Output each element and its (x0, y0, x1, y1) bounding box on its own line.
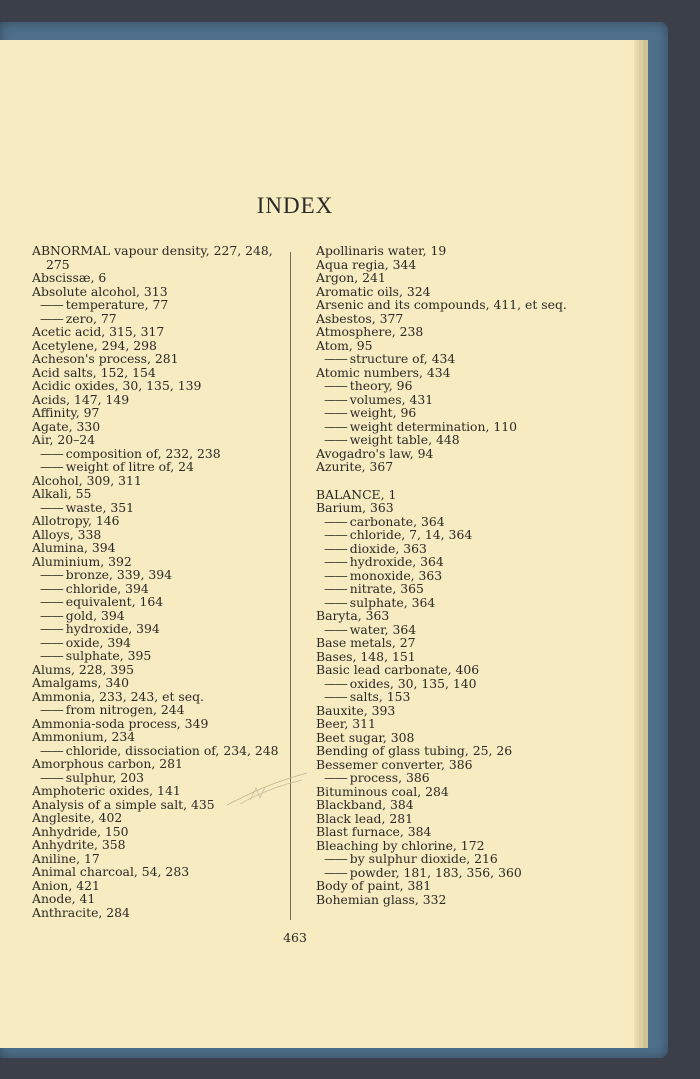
index-subentry: —— equivalent, 164 (32, 595, 294, 609)
index-entry: Aqua regia, 344 (316, 256, 417, 272)
index-entry: Abscissæ, 6 (32, 270, 107, 285)
index-entry: Analysis of a simple salt, 435 (32, 796, 215, 812)
index-entry: Acetic acid, 315, 317 (32, 324, 165, 339)
index-entry: Bending of glass tubing, 25, 26 (316, 743, 513, 758)
index-entry: Avogadro's law, 94 (316, 445, 434, 461)
index-entry: Baryta, 363 (316, 608, 390, 623)
index-entry: Affinity, 97 (32, 405, 100, 420)
index-entry: Anion, 421 (32, 877, 100, 893)
index-entry: Blast furnace, 384 (316, 824, 432, 839)
index-subentry: —— composition of, 232, 238 (32, 447, 294, 461)
index-entry: Acidic oxides, 30, 135, 139 (32, 378, 202, 393)
page-title: INDEX (256, 193, 334, 218)
index-entry: Alcohol, 309, 311 (32, 472, 142, 488)
index-entry: Apollinaris water, 19 (316, 243, 447, 258)
index-entry: Azurite, 367 (316, 459, 394, 474)
index-entry: Agate, 330 (32, 418, 101, 434)
index-subentry: —— chloride, dissociation of, 234, 248 (32, 744, 294, 758)
index-subentry: —— temperature, 77 (32, 298, 294, 312)
index-entry: Arsenic and its compounds, 411, et seq. (316, 297, 567, 312)
index-column-right (316, 244, 578, 906)
index-subentry: —— sulphur, 203 (32, 771, 294, 785)
index-entry: Blackband, 384 (316, 797, 414, 812)
index-entry: BALANCE, 1 (316, 486, 397, 502)
index-entry: Anode, 41 (32, 891, 96, 906)
index-column-left (32, 244, 294, 919)
index-subentry: —— water, 364 (316, 623, 578, 637)
index-subentry: —— salts, 153 (316, 690, 578, 704)
index-subentry: —— chloride, 394 (32, 582, 294, 596)
index-entry: Animal charcoal, 54, 283 (32, 864, 190, 879)
index-entry: Base metals, 27 (316, 635, 416, 650)
index-entry: Bases, 148, 151 (316, 648, 416, 664)
index-entry: Argon, 241 (316, 270, 386, 285)
index-subentry: —— powder, 181, 183, 356, 360 (316, 866, 578, 880)
index-entry: Aromatic oils, 324 (316, 283, 431, 299)
pencil-mark (222, 770, 312, 810)
index-entry: Amalgams, 340 (32, 675, 130, 690)
index-subentry: —— nitrate, 365 (316, 582, 578, 596)
index-subentry: —— oxide, 394 (32, 636, 294, 650)
index-entry: Amphoteric oxides, 141 (32, 783, 181, 798)
index-entry: Bituminous coal, 284 (316, 783, 449, 799)
index-entry: Alums, 228, 395 (32, 661, 135, 677)
index-entry: Ammonium, 234 (32, 729, 136, 744)
index-entry: Amorphous carbon, 281 (32, 756, 183, 771)
index-subentry: —— carbonate, 364 (316, 515, 578, 529)
index-entry: Asbestos, 377 (316, 310, 404, 326)
index-entry: Allotropy, 146 (32, 513, 120, 528)
index-entry: Basic lead carbonate, 406 (316, 662, 480, 677)
index-entry: Aluminium, 392 (32, 553, 132, 569)
index-subentry: —— from nitrogen, 244 (32, 703, 294, 717)
index-subentry: —— hydroxide, 364 (316, 555, 578, 569)
index-entry: Acid salts, 152, 154 (32, 364, 156, 380)
index-entry: Anhydride, 150 (32, 823, 129, 839)
index-subentry: —— zero, 77 (32, 312, 294, 326)
index-entry: Atomic numbers, 434 (316, 364, 451, 380)
index-subentry: —— monoxide, 363 (316, 569, 578, 583)
index-entry: Anthracite, 284 (32, 904, 130, 920)
index-subentry: —— sulphate, 364 (316, 596, 578, 610)
index-entry: Black lead, 281 (316, 810, 413, 826)
index-subentry: —— bronze, 339, 394 (32, 568, 294, 582)
index-entry: Beet sugar, 308 (316, 729, 415, 745)
index-entry: Bauxite, 393 (316, 702, 396, 718)
index-entry: Body of paint, 381 (316, 878, 432, 893)
index-subentry: —— theory, 96 (316, 379, 578, 393)
index-subentry: —— hydroxide, 394 (32, 622, 294, 636)
index-entry: Acids, 147, 149 (32, 391, 130, 407)
page-number: 463 (283, 930, 307, 945)
column-divider (290, 252, 291, 920)
index-subentry: —— weight determination, 110 (316, 420, 578, 434)
index-entry: Ammonia-soda process, 349 (32, 715, 209, 731)
index-entry: Acheson's process, 281 (32, 351, 179, 366)
index-subentry: —— weight, 96 (316, 406, 578, 420)
index-subentry: —— gold, 394 (32, 609, 294, 623)
index-entry: Bleaching by chlorine, 172 (316, 837, 485, 853)
index-subentry: —— process, 386 (316, 771, 578, 785)
index-entry: Ammonia, 233, 243, et seq. (32, 688, 204, 704)
index-subentry: —— chloride, 7, 14, 364 (316, 528, 578, 542)
index-entry: Bohemian glass, 332 (316, 891, 447, 907)
index-entry: Atom, 95 (316, 337, 373, 353)
index-subentry: —— dioxide, 363 (316, 542, 578, 556)
index-entry: Anhydrite, 358 (32, 837, 126, 852)
index-entry: ABNORMAL vapour density, 227, 248, 275 (32, 243, 273, 272)
index-subentry: —— sulphate, 395 (32, 649, 294, 663)
index-subentry: —— volumes, 431 (316, 393, 578, 407)
index-subentry: —— weight of litre of, 24 (32, 460, 294, 474)
index-entry: Alkali, 55 (32, 486, 92, 501)
index-subentry: —— structure of, 434 (316, 352, 578, 366)
index-entry: Aniline, 17 (32, 850, 100, 866)
index-entry: Air, 20–24 (32, 432, 96, 447)
index-entry: Atmosphere, 238 (316, 324, 424, 339)
index-entry: Alumina, 394 (32, 540, 116, 555)
index-entry: Absolute alcohol, 313 (32, 283, 168, 299)
index-entry: Bessemer converter, 386 (316, 756, 473, 772)
index-subentry: —— by sulphur dioxide, 216 (316, 852, 578, 866)
index-entry: Barium, 363 (316, 500, 394, 515)
index-subentry: —— oxides, 30, 135, 140 (316, 677, 578, 691)
index-entry: Anglesite, 402 (32, 810, 123, 825)
index-entry: Alloys, 338 (32, 526, 102, 542)
index-entry: Acetylene, 294, 298 (32, 337, 157, 353)
index-subentry: —— waste, 351 (32, 501, 294, 515)
index-entry: Beer, 311 (316, 716, 376, 731)
index-subentry: —— weight table, 448 (316, 433, 578, 447)
